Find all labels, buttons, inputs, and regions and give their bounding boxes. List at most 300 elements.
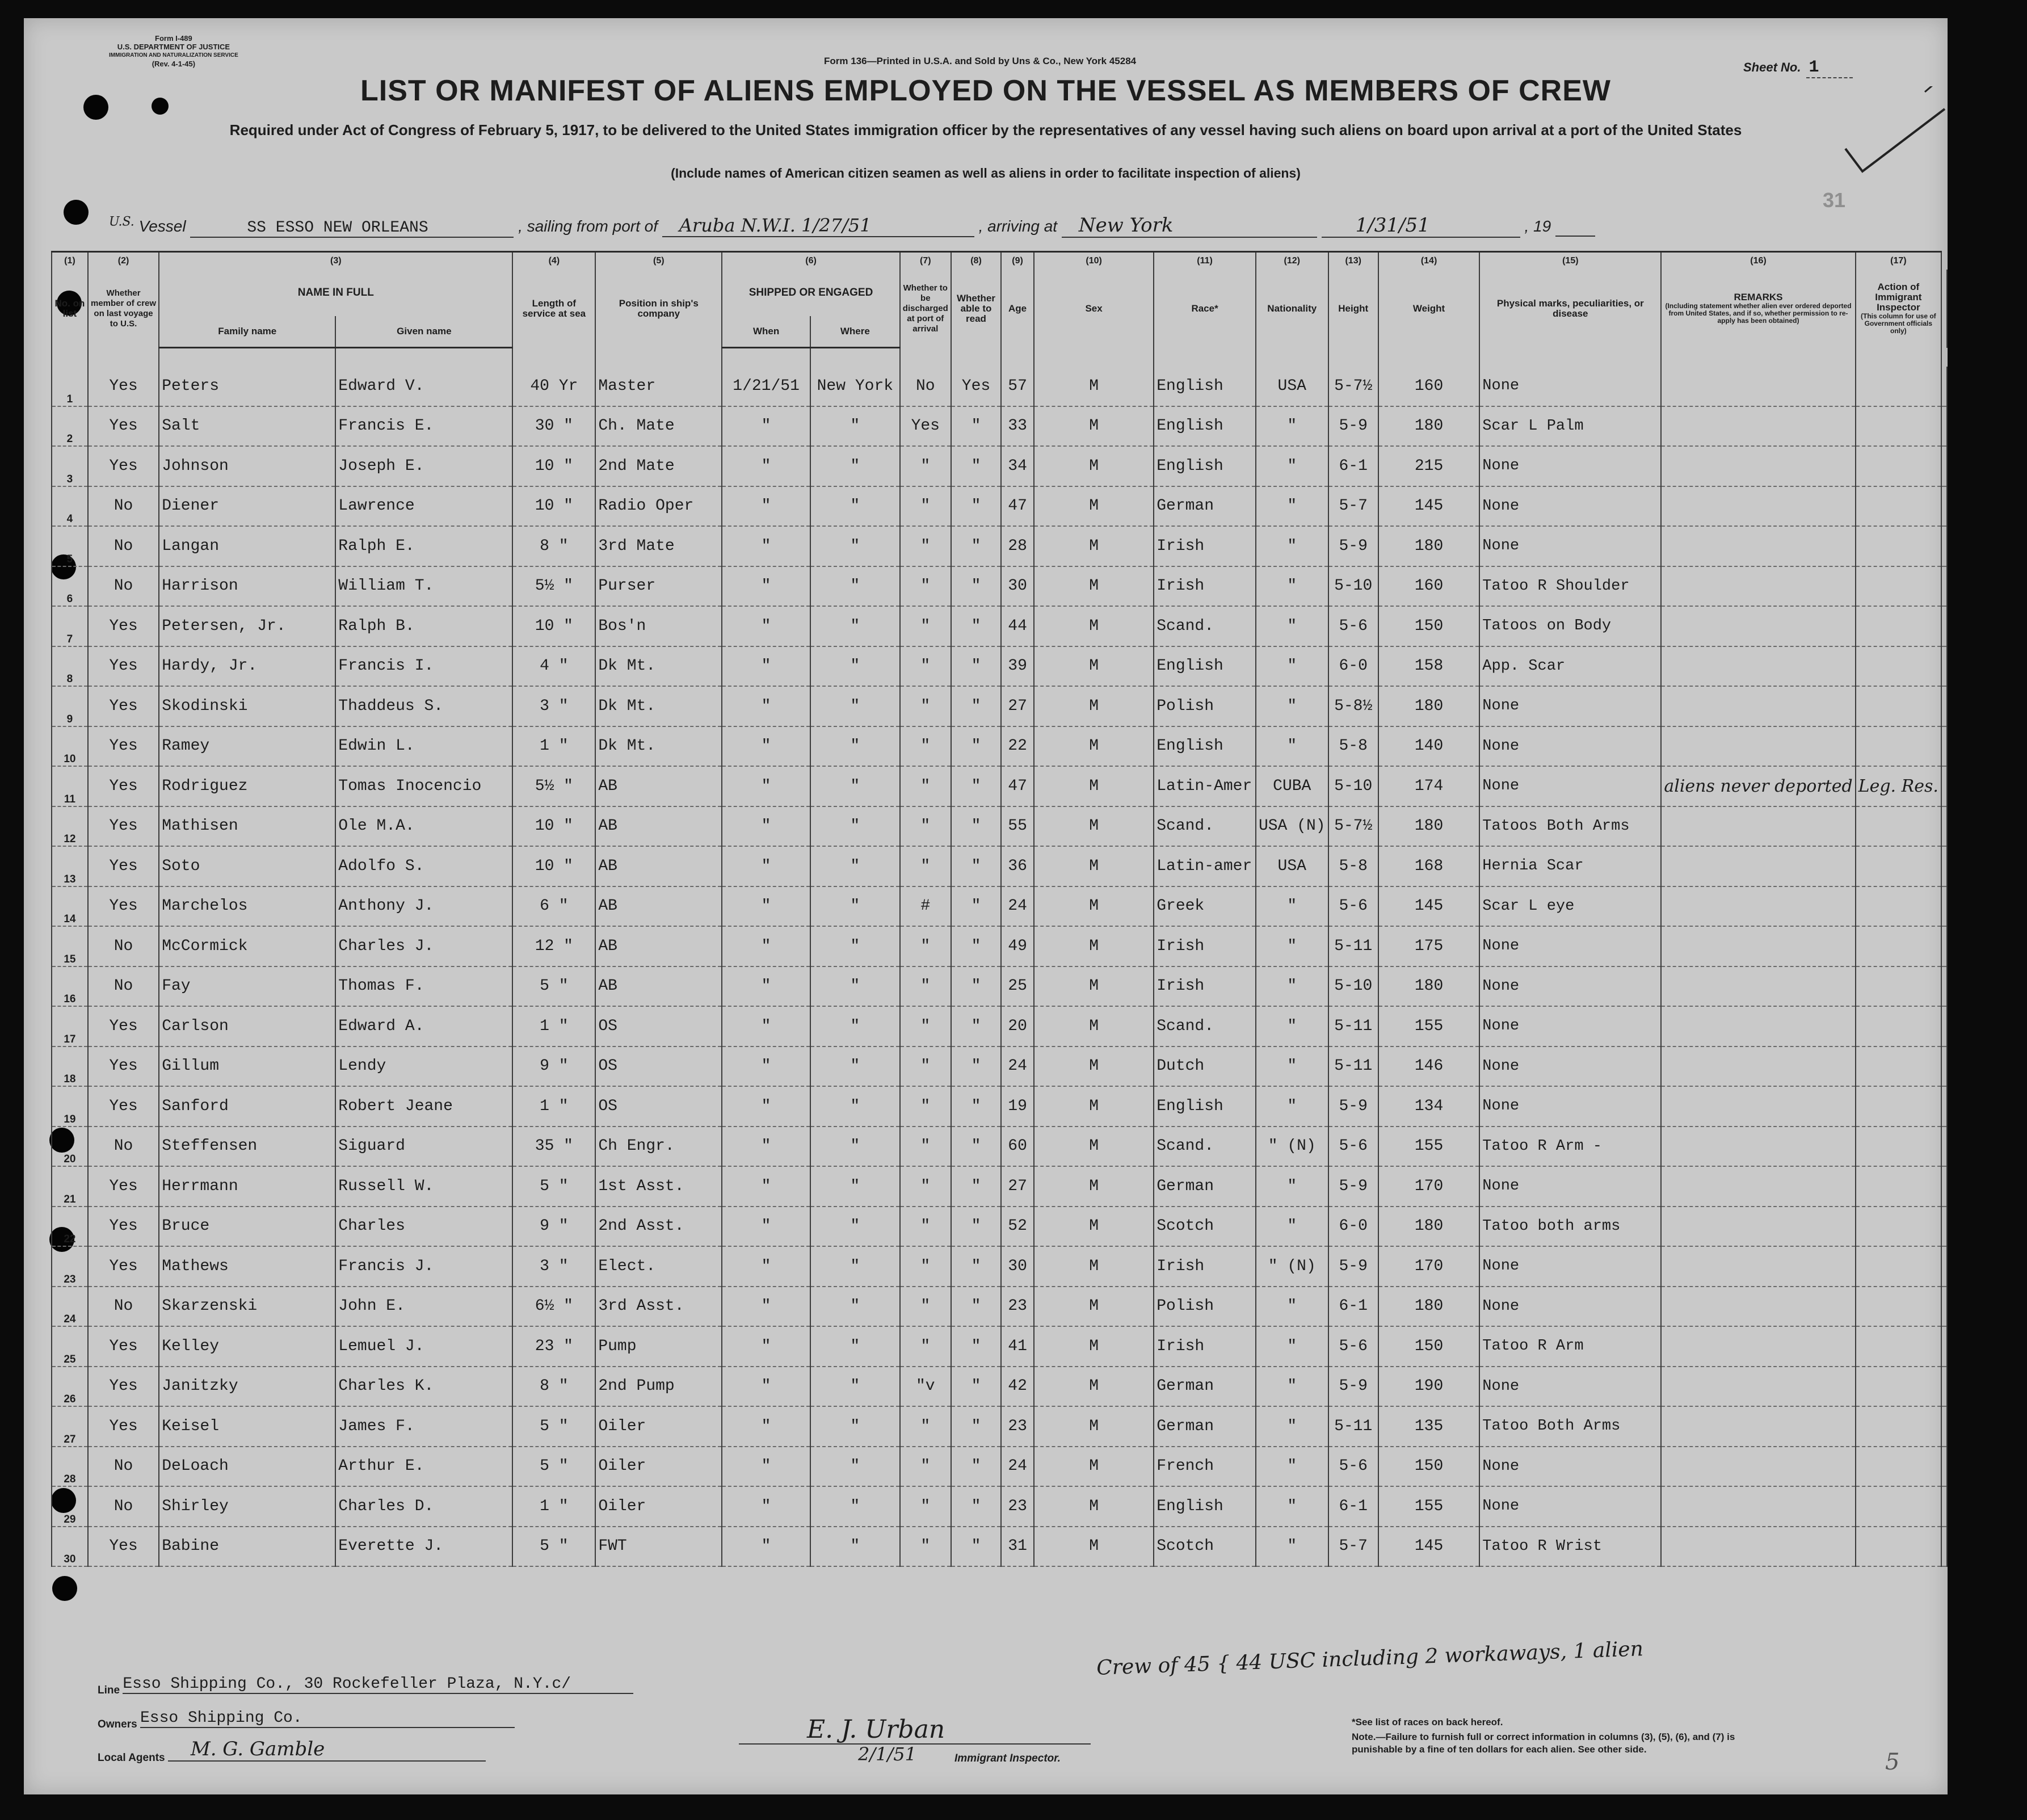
page-mark: 5 (1885, 1749, 1900, 1775)
able-to-read-cell: " (951, 1246, 1001, 1287)
table-row (52, 1486, 1947, 1527)
nationality-cell: " (1256, 1006, 1328, 1046)
punch-hole (52, 1576, 77, 1601)
race-cell: Latin-amer (1154, 846, 1256, 886)
shipped-when-cell: " (722, 726, 810, 767)
length-of-service-cell: 1 " (512, 1086, 595, 1127)
age-cell: 28 (1001, 526, 1034, 566)
blank-cell (1941, 1046, 1947, 1087)
family-name-cell: Salt (159, 406, 335, 447)
able-to-read-cell: " (951, 1326, 1001, 1367)
height-cell: 5-7 (1328, 486, 1378, 527)
vessel-prefix: U.S. (109, 215, 134, 229)
shipped-when-cell: " (722, 1166, 810, 1207)
header-nationality: Nationality (1256, 270, 1328, 348)
year-label: , 19 (1524, 217, 1551, 235)
age-cell: 22 (1001, 726, 1034, 767)
discharged-cell: " (900, 846, 951, 886)
discharged-cell: " (900, 1486, 951, 1527)
shipped-where-cell: " (810, 486, 900, 527)
physical-marks-cell: None (1479, 1046, 1661, 1087)
height-cell: 5-9 (1328, 526, 1378, 566)
inspector-action-cell (1856, 1207, 1941, 1247)
blank-cell (1941, 526, 1947, 566)
blank-cell (1941, 1246, 1947, 1287)
table-row (52, 806, 1947, 847)
age-cell: 24 (1001, 886, 1034, 927)
sex-cell: M (1034, 1166, 1154, 1207)
physical-marks-cell: Scar L Palm (1479, 406, 1661, 447)
able-to-read-cell: " (951, 606, 1001, 646)
length-of-service-cell: 1 " (512, 726, 595, 767)
blank-cell (1941, 606, 1947, 646)
remarks-cell (1661, 446, 1855, 486)
inspector-action-cell: Leg. Res. (1856, 766, 1941, 806)
physical-marks-cell: Hernia Scar (1479, 846, 1661, 886)
length-of-service-cell: 40 Yr (512, 367, 595, 406)
race-cell: English (1154, 1486, 1256, 1527)
shipped-when-cell: " (722, 526, 810, 566)
year-blank (1555, 217, 1595, 237)
header-when: When (722, 316, 810, 348)
height-cell: 5-9 (1328, 406, 1378, 447)
length-of-service-cell: 10 " (512, 806, 595, 847)
table-row (52, 726, 1947, 767)
age-cell: 47 (1001, 486, 1034, 527)
row-number-cell: 9 (52, 686, 88, 726)
table-row (52, 1326, 1947, 1367)
age-cell: 47 (1001, 766, 1034, 806)
race-cell: Latin-Amer (1154, 766, 1256, 806)
weight-cell: 145 (1378, 1527, 1479, 1567)
physical-marks-cell: Scar L eye (1479, 886, 1661, 927)
able-to-read-cell: " (951, 646, 1001, 687)
remarks-cell (1661, 1046, 1855, 1087)
age-cell: 27 (1001, 686, 1034, 726)
discharged-cell: " (900, 446, 951, 486)
discharged-cell: No (900, 367, 951, 406)
blank-cell (1941, 846, 1947, 886)
remarks-cell (1661, 1127, 1855, 1167)
race-cell: English (1154, 367, 1256, 406)
note-label: Note. (1352, 1731, 1376, 1742)
row-number-cell: 3 (52, 446, 88, 486)
blank-cell (1941, 926, 1947, 966)
blank-cell (1941, 486, 1947, 527)
nationality-cell: " (1256, 1326, 1328, 1367)
member-last-voyage-cell: Yes (88, 846, 159, 886)
height-cell: 5-8 (1328, 846, 1378, 886)
shipped-where-cell: " (810, 1486, 900, 1527)
punch-hole (64, 200, 89, 225)
weight-cell: 180 (1378, 1207, 1479, 1247)
height-cell: 5-11 (1328, 1406, 1378, 1447)
row-number-cell: 20 (52, 1127, 88, 1167)
length-of-service-cell: 6½ " (512, 1287, 595, 1327)
given-name-cell: Lawrence (335, 486, 512, 527)
race-cell: Irish (1154, 926, 1256, 966)
position-cell: AB (595, 846, 722, 886)
shipped-where-cell: " (810, 806, 900, 847)
shipped-when-cell: " (722, 1367, 810, 1407)
colnum: (3) (159, 252, 512, 270)
family-name-cell: Bruce (159, 1207, 335, 1247)
given-name-cell: Tomas Inocencio (335, 766, 512, 806)
position-cell: 3rd Mate (595, 526, 722, 566)
discharged-cell: " (900, 1127, 951, 1167)
discharged-cell: " (900, 1166, 951, 1207)
member-last-voyage-cell: No (88, 1287, 159, 1327)
header-whether-member: Whether member of crew on last voyage to U.S. (88, 270, 159, 348)
note-text: —Failure to furnish full or correct information in columns (3), (5), (6), and (7) is punishable by a fine of ten dollars for each alien. See other side. (1352, 1731, 1735, 1755)
shipped-when-cell: " (722, 406, 810, 447)
blank-cell (1941, 1486, 1947, 1527)
inspector-action-cell (1856, 806, 1941, 847)
blank-cell (1941, 1166, 1947, 1207)
remarks-cell (1661, 1166, 1855, 1207)
sex-cell: M (1034, 406, 1154, 447)
position-cell: AB (595, 806, 722, 847)
blank-cell (1941, 686, 1947, 726)
remarks-cell (1661, 886, 1855, 927)
nationality-cell: " (1256, 446, 1328, 486)
member-last-voyage-cell: Yes (88, 1246, 159, 1287)
sex-cell: M (1034, 686, 1154, 726)
remarks-cell: aliens never deported (1661, 766, 1855, 806)
shipped-where-cell: " (810, 1006, 900, 1046)
row-number-cell: 21 (52, 1166, 88, 1207)
printer-line: Form 136—Printed in U.S.A. and Sold by Uns & Co., New York 45284 (824, 56, 1137, 66)
given-name-cell: Charles J. (335, 926, 512, 966)
remarks-cell (1661, 646, 1855, 687)
able-to-read-cell: " (951, 1166, 1001, 1207)
able-to-read-cell: " (951, 766, 1001, 806)
inspector-action-cell (1856, 726, 1941, 767)
owners-label: Owners (98, 1718, 137, 1730)
shipped-where-cell: " (810, 406, 900, 447)
table-row (52, 1367, 1947, 1407)
race-cell: Scotch (1154, 1527, 1256, 1567)
sex-cell: M (1034, 446, 1154, 486)
race-cell: German (1154, 1367, 1256, 1407)
shipped-where-cell: New York (810, 367, 900, 406)
row-number-cell: 15 (52, 926, 88, 966)
race-cell: Irish (1154, 966, 1256, 1007)
shipped-when-cell: " (722, 1207, 810, 1247)
blank-cell (1941, 406, 1947, 447)
nationality-cell: USA (1256, 846, 1328, 886)
header-name-in-full: NAME IN FULL (159, 270, 512, 316)
colnum: (16) (1661, 252, 1855, 270)
member-last-voyage-cell: No (88, 1447, 159, 1487)
shipped-when-cell: " (722, 1527, 810, 1567)
sex-cell: M (1034, 966, 1154, 1007)
length-of-service-cell: 1 " (512, 1006, 595, 1046)
age-cell: 30 (1001, 566, 1034, 607)
inspector-label: Immigrant Inspector. (954, 1752, 1061, 1764)
able-to-read-cell: " (951, 1287, 1001, 1327)
row-number-cell: 1 (52, 367, 88, 406)
given-name-cell: William T. (335, 566, 512, 607)
blank-cell (1941, 1326, 1947, 1367)
member-last-voyage-cell: Yes (88, 1367, 159, 1407)
blank-cell (1941, 766, 1947, 806)
weight-cell: 135 (1378, 1406, 1479, 1447)
sex-cell: M (1034, 886, 1154, 927)
shipped-where-cell: " (810, 1207, 900, 1247)
given-name-cell: Joseph E. (335, 446, 512, 486)
inspector-action-cell (1856, 1127, 1941, 1167)
race-cell: Scand. (1154, 1006, 1256, 1046)
blank-cell (1941, 367, 1947, 406)
height-cell: 5-11 (1328, 926, 1378, 966)
height-cell: 5-11 (1328, 1046, 1378, 1087)
nationality-cell: " (N) (1256, 1246, 1328, 1287)
discharged-cell: "v (900, 1367, 951, 1407)
races-note: *See list of races on back hereof. (1352, 1717, 1503, 1727)
given-name-cell: Charles (335, 1207, 512, 1247)
inspector-signature: E. J. Urban (807, 1715, 945, 1744)
sex-cell: M (1034, 1447, 1154, 1487)
length-of-service-cell: 6 " (512, 886, 595, 927)
age-cell: 49 (1001, 926, 1034, 966)
weight-cell: 180 (1378, 966, 1479, 1007)
weight-cell: 180 (1378, 686, 1479, 726)
shipped-where-cell: " (810, 526, 900, 566)
discharged-cell: " (900, 1046, 951, 1087)
age-cell: 33 (1001, 406, 1034, 447)
physical-marks-cell: None (1479, 1367, 1661, 1407)
race-cell: English (1154, 726, 1256, 767)
race-cell: German (1154, 1406, 1256, 1447)
member-last-voyage-cell: No (88, 486, 159, 527)
remarks-cell (1661, 846, 1855, 886)
line-field (98, 1675, 633, 1697)
discharged-cell: # (900, 886, 951, 927)
crew-table (51, 251, 1948, 1567)
height-cell: 5-8 (1328, 726, 1378, 767)
discharged-cell: " (900, 1086, 951, 1127)
header-given-name: Given name (335, 316, 512, 348)
shipped-when-cell: " (722, 686, 810, 726)
member-last-voyage-cell: No (88, 926, 159, 966)
shipped-where-cell: " (810, 1367, 900, 1407)
member-last-voyage-cell: Yes (88, 446, 159, 486)
height-cell: 6-0 (1328, 1207, 1378, 1247)
sex-cell: M (1034, 486, 1154, 527)
height-cell: 5-9 (1328, 1246, 1378, 1287)
position-cell: Master (595, 367, 722, 406)
nationality-cell: " (1256, 486, 1328, 527)
family-name-cell: DeLoach (159, 1447, 335, 1487)
member-last-voyage-cell: Yes (88, 806, 159, 847)
nationality-cell: " (1256, 526, 1328, 566)
given-name-cell: Everette J. (335, 1527, 512, 1567)
colnum: (14) (1378, 252, 1479, 270)
sheet-label: Sheet No. (1743, 60, 1801, 74)
vessel-label: Vessel (138, 217, 186, 235)
nationality-cell: " (N) (1256, 1127, 1328, 1167)
nationality-cell: " (1256, 1527, 1328, 1567)
table-row (52, 1406, 1947, 1447)
discharged-cell: " (900, 606, 951, 646)
discharged-cell: " (900, 966, 951, 1007)
position-cell: Dk Mt. (595, 726, 722, 767)
sex-cell: M (1034, 1086, 1154, 1127)
remarks-cell (1661, 1246, 1855, 1287)
race-cell: Polish (1154, 1287, 1256, 1327)
inspector-action-cell (1856, 1287, 1941, 1327)
physical-marks-cell: None (1479, 726, 1661, 767)
blank-cell (1941, 1207, 1947, 1247)
position-cell: AB (595, 886, 722, 927)
physical-marks-cell: None (1479, 486, 1661, 527)
race-cell: Polish (1154, 686, 1256, 726)
header-no-on-list: No. on list (52, 270, 88, 348)
family-name-cell: Marchelos (159, 886, 335, 927)
race-cell: English (1154, 646, 1256, 687)
shipped-where-cell: " (810, 1287, 900, 1327)
age-cell: 23 (1001, 1287, 1034, 1327)
member-last-voyage-cell: Yes (88, 606, 159, 646)
line-label: Line (98, 1684, 120, 1696)
inspector-action-cell (1856, 926, 1941, 966)
position-cell: Pump (595, 1326, 722, 1367)
given-name-cell: Thaddeus S. (335, 686, 512, 726)
height-cell: 5-9 (1328, 1086, 1378, 1127)
height-cell: 5-6 (1328, 1127, 1378, 1167)
row-number-cell: 6 (52, 566, 88, 607)
inspector-action-cell (1856, 1046, 1941, 1087)
form-number: Form I-489 (155, 34, 192, 43)
physical-marks-cell: None (1479, 1086, 1661, 1127)
able-to-read-cell: Yes (951, 367, 1001, 406)
age-cell: 31 (1001, 1527, 1034, 1567)
shipped-where-cell: " (810, 606, 900, 646)
shipped-where-cell: " (810, 766, 900, 806)
blank-cell (1941, 726, 1947, 767)
shipped-when-cell: " (722, 566, 810, 607)
length-of-service-cell: 23 " (512, 1326, 595, 1367)
remarks-cell (1661, 1006, 1855, 1046)
length-of-service-cell: 10 " (512, 606, 595, 646)
header-row (52, 270, 1947, 316)
weight-cell: 190 (1378, 1367, 1479, 1407)
blank-cell (1941, 886, 1947, 927)
blank-cell (1941, 1447, 1947, 1487)
remarks-cell (1661, 367, 1855, 406)
family-name-cell: Janitzky (159, 1367, 335, 1407)
sex-cell: M (1034, 1127, 1154, 1167)
discharged-cell: " (900, 926, 951, 966)
inspector-action-cell (1856, 1406, 1941, 1447)
shipped-where-cell: " (810, 1046, 900, 1087)
header-shipped: SHIPPED OR ENGAGED (722, 270, 900, 316)
discharged-cell: Yes (900, 406, 951, 447)
table-row (52, 1287, 1947, 1327)
physical-marks-cell: None (1479, 367, 1661, 406)
weight-cell: 174 (1378, 766, 1479, 806)
header-race: Race* (1154, 270, 1256, 348)
physical-marks-cell: Tatoo R Wrist (1479, 1527, 1661, 1567)
position-cell: Bos'n (595, 606, 722, 646)
header-able-read: Whether able to read (951, 270, 1001, 348)
nationality-cell: " (1256, 406, 1328, 447)
physical-marks-cell: None (1479, 1486, 1661, 1527)
vessel-name: SS ESSO NEW ORLEANS (190, 219, 514, 238)
table-row (52, 406, 1947, 447)
family-name-cell: Mathews (159, 1246, 335, 1287)
race-cell: English (1154, 446, 1256, 486)
table-row (52, 566, 1947, 607)
member-last-voyage-cell: Yes (88, 1207, 159, 1247)
sex-cell: M (1034, 1287, 1154, 1327)
race-cell: Greek (1154, 886, 1256, 927)
inspector-action-cell (1856, 486, 1941, 527)
remarks-cell (1661, 1086, 1855, 1127)
family-name-cell: Skarzenski (159, 1287, 335, 1327)
given-name-cell: Edward V. (335, 367, 512, 406)
given-name-cell: Robert Jeane (335, 1086, 512, 1127)
given-name-cell: Charles K. (335, 1367, 512, 1407)
check-mark-icon (1840, 86, 1948, 183)
height-cell: 5-8½ (1328, 686, 1378, 726)
shipped-when-cell: " (722, 1246, 810, 1287)
shipped-when-cell: " (722, 966, 810, 1007)
given-name-cell: Francis E. (335, 406, 512, 447)
table-row (52, 446, 1947, 486)
table-row (52, 1006, 1947, 1046)
member-last-voyage-cell: No (88, 566, 159, 607)
header-discharged: Whether to be discharged at port of arrival (900, 270, 951, 348)
remarks-cell (1661, 726, 1855, 767)
weight-cell: 160 (1378, 566, 1479, 607)
able-to-read-cell: " (951, 566, 1001, 607)
position-cell: Radio Oper (595, 486, 722, 527)
given-name-cell: Lemuel J. (335, 1326, 512, 1367)
shipped-when-cell: " (722, 646, 810, 687)
arriving-label: , arriving at (978, 217, 1058, 235)
shipped-when-cell: " (722, 1086, 810, 1127)
weight-cell: 155 (1378, 1486, 1479, 1527)
able-to-read-cell: " (951, 966, 1001, 1007)
remarks-cell (1661, 1367, 1855, 1407)
remarks-cell (1661, 406, 1855, 447)
inspector-action-cell (1856, 1086, 1941, 1127)
nationality-cell: " (1256, 1046, 1328, 1087)
shipped-where-cell: " (810, 886, 900, 927)
race-cell: Scotch (1154, 1207, 1256, 1247)
weight-cell: 145 (1378, 886, 1479, 927)
length-of-service-cell: 5 " (512, 1447, 595, 1487)
weight-cell: 215 (1378, 446, 1479, 486)
length-of-service-cell: 5½ " (512, 566, 595, 607)
member-last-voyage-cell: Yes (88, 766, 159, 806)
agents-label: Local Agents (98, 1752, 165, 1764)
position-cell: 1st Asst. (595, 1166, 722, 1207)
table-row (52, 766, 1947, 806)
family-name-cell: Rodriguez (159, 766, 335, 806)
shipped-when-cell: " (722, 1406, 810, 1447)
colnum: (12) (1256, 252, 1328, 270)
race-cell: English (1154, 406, 1256, 447)
nationality-cell: " (1256, 926, 1328, 966)
remarks-cell (1661, 566, 1855, 607)
header-height: Height (1328, 270, 1378, 348)
inspector-action-cell (1856, 1447, 1941, 1487)
able-to-read-cell: " (951, 1367, 1001, 1407)
department: U.S. DEPARTMENT OF JUSTICE (117, 43, 230, 51)
